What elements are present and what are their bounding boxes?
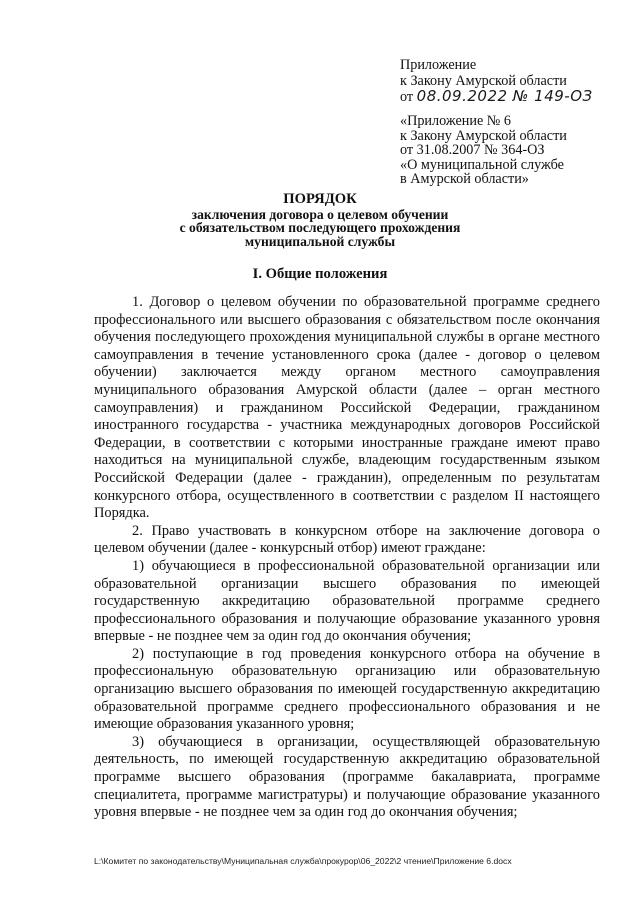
appendix-line: к Закону Амурской области [400, 72, 567, 89]
title-sub: с обязательством последующего прохождения [179, 220, 461, 236]
appendix-ref-line: в Амурской области» [400, 171, 529, 188]
paragraph: 2) поступающие в год проведения конкурсного отбора на обучение в профессиональную образовательную организацию или образовательную организацию высшего образования по имеющей государственную аккредитацию образовательной программе среднего профессионального образования и не имеющие образования указанного уровня; [94, 645, 600, 733]
document-body [94, 294, 600, 822]
paragraph: 3) обучающиеся в организации, осуществляющей образовательную деятельность, по имеющей государственную аккредитацию образовательной программе высшего образования (программе бакалавриата, программе специалитета, программе магистратуры) и получающие образование указанного уровня впервые - не позднее чем за один год до окончания обучения; [94, 733, 600, 821]
document-title [90, 193, 550, 248]
date-prefix: от [400, 89, 414, 106]
paragraph: 1) обучающиеся в профессиональной образовательной организации или образовательной организации высшего образования по имеющей государственную аккредитацию образовательной программе среднего профессионального образования и получающие образование указанного уровня впервые - не позднее чем за один год до окончания обучения; [94, 557, 600, 645]
handwritten-date-number: 08.09.2022 № 149-ОЗ [416, 87, 593, 106]
appendix-reference [400, 114, 630, 187]
title-sub: заключения договора о целевом обучении [191, 206, 449, 222]
file-path-footer: L:\Комитет по законодательству\Муниципальная служба\прокурор\06_2022\2 чтение\Приложение 6.docx [94, 856, 512, 866]
appendix-ref-line: «Приложение № 6 [400, 113, 511, 129]
appendix-header [400, 58, 630, 106]
appendix-ref-line: к Закону Амурской области [400, 127, 567, 144]
paragraph: 1. Договор о целевом обучении по образовательной программе среднего профессионального или высшего образования с обязательством после окончания обучения последующего прохождения муниципальной службы в органе местного самоуправления в течение установленного срока (далее - договор о целевом обучении) заключается между органом местного самоуправления муниципального образования Амурской области (далее – орган местного самоуправления) и гражданином Российской Федерации, гражданином иностранного государства - участника международных договоров Российской Федерации, в соответствии с которыми иностранные граждане имеют право находиться на муниципальной службе, владеющим государственным языком Российской Федерации (далее - гражданин), определенным по результатам конкурсного отбора, осуществленного в соответствии с разделом II настоящего Порядка. [94, 294, 600, 522]
appendix-ref-line: от 31.08.2007 № 364-ОЗ [400, 142, 545, 159]
appendix-line: Приложение [400, 57, 477, 73]
title-main: ПОРЯДОК [283, 191, 357, 207]
appendix-ref-line: «О муниципальной службе [400, 156, 564, 173]
title-sub: муниципальной службы [244, 233, 396, 249]
appendix-date-line [400, 89, 630, 106]
section-heading: I. Общие положения [252, 266, 388, 282]
paragraph: 2. Право участвовать в конкурсном отборе на заключение договора о целевом обучении (далее - конкурсный отбор) имеют граждане: [94, 522, 600, 557]
